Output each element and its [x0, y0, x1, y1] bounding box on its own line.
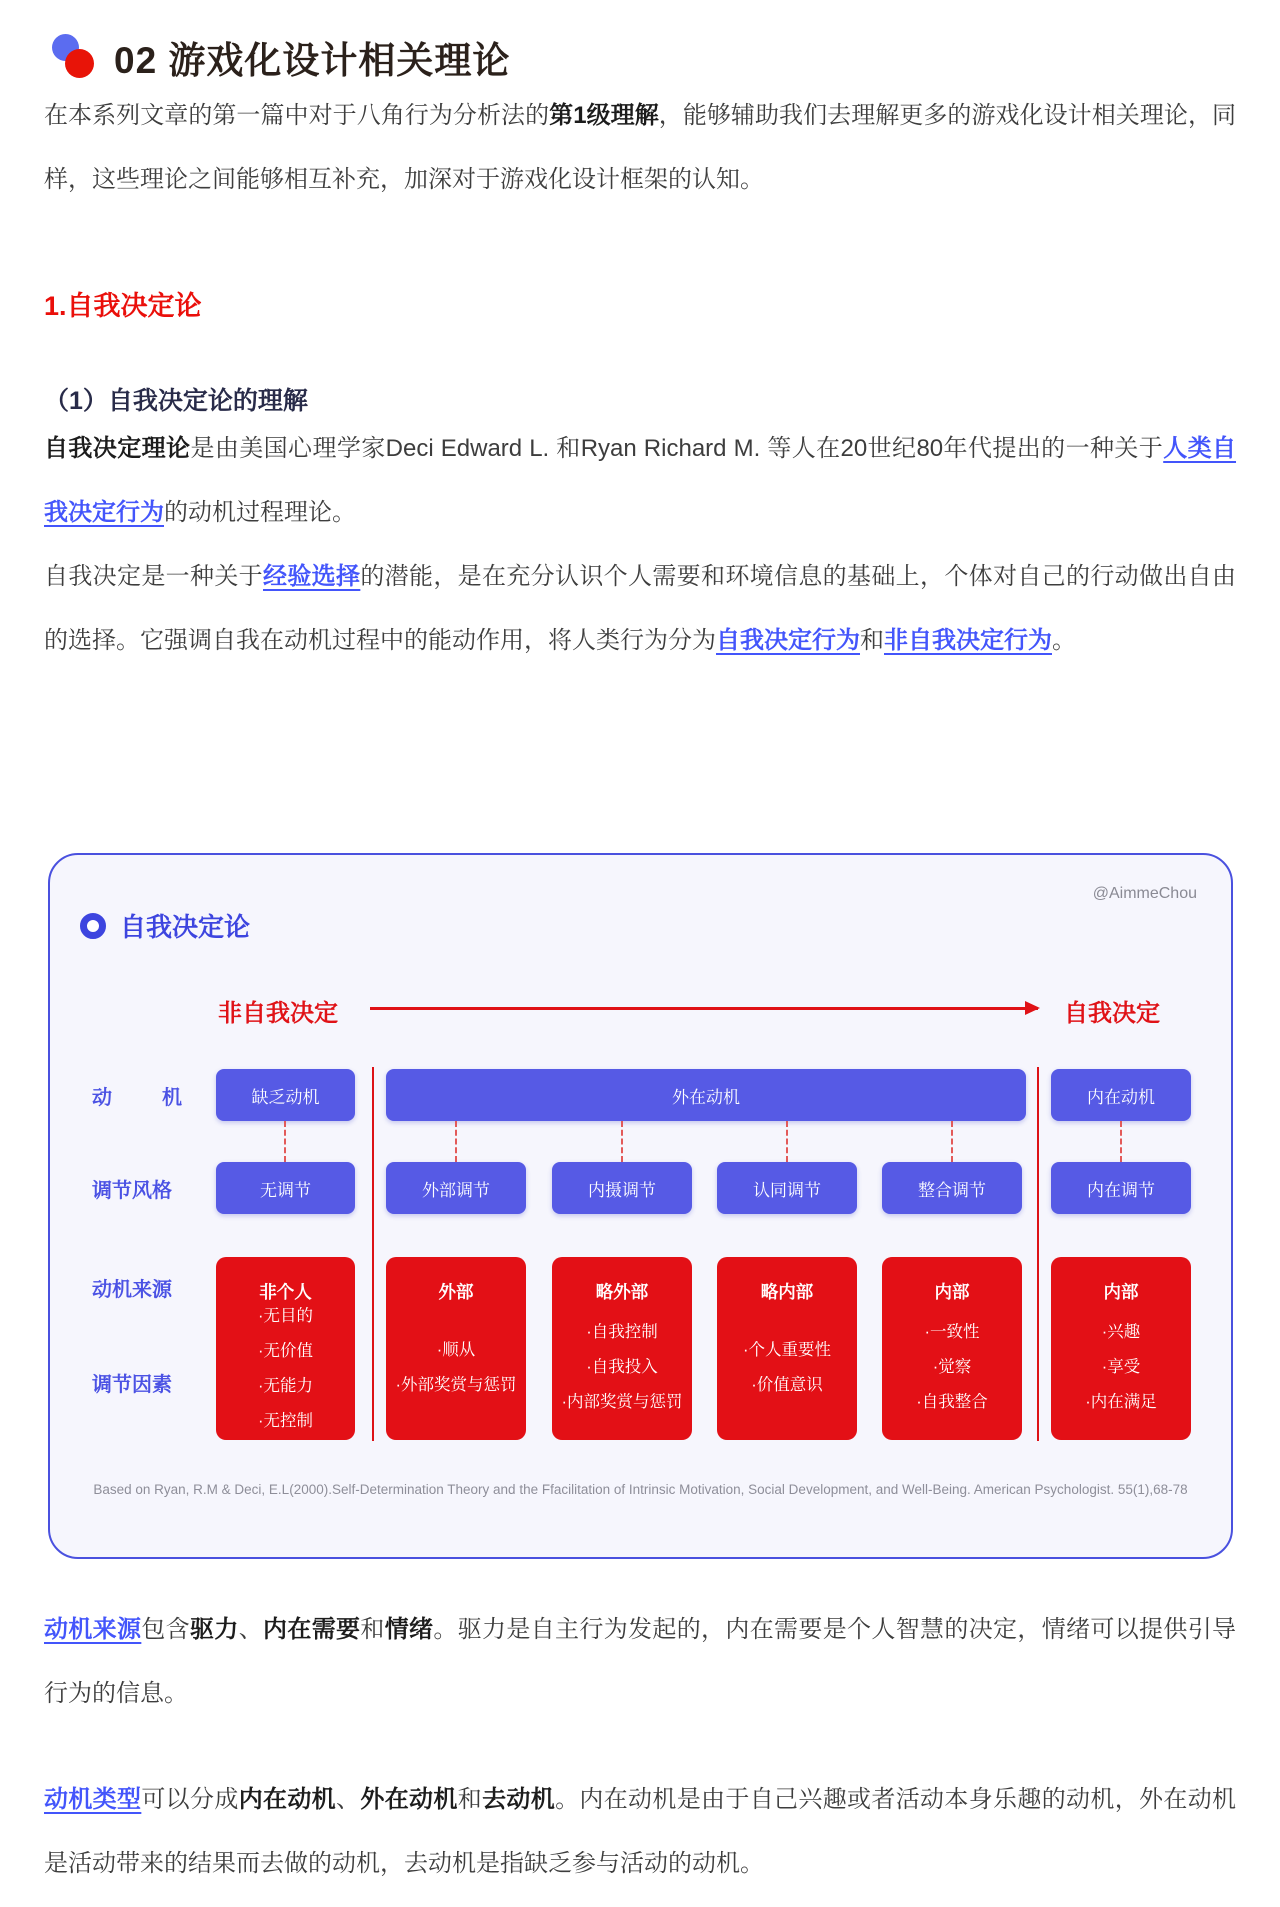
- page-title: 02 游戏化设计相关理论: [114, 40, 511, 81]
- dotted-connector: [1120, 1121, 1122, 1162]
- dotted-connector: [951, 1121, 953, 1162]
- regulation-box-introjected: 内摄调节: [552, 1162, 692, 1214]
- source-box-items: [717, 1304, 857, 1440]
- bold-term: 外在动机: [360, 1786, 458, 1813]
- text-segment: 的动机过程理论。: [164, 499, 356, 526]
- term-link-non-self-determined-behavior[interactable]: 非自我决定行为: [884, 627, 1052, 654]
- text-segment: 包含: [141, 1616, 191, 1643]
- row-label-motivation-source: 动机来源: [92, 1278, 172, 1301]
- source-item: ·内部奖赏与惩罚: [561, 1393, 683, 1411]
- text-segment: 和: [457, 1786, 483, 1813]
- red-dot-icon: [65, 49, 94, 78]
- source-item: ·内在满足: [1085, 1393, 1157, 1411]
- text-segment: 在本系列文章的第一篇中对于八角行为分析法的: [44, 102, 550, 129]
- term-link-motivation-type[interactable]: 动机类型: [44, 1786, 142, 1813]
- axis-label-non-self-determined: 非自我决定: [218, 1000, 338, 1027]
- dotted-connector: [455, 1121, 457, 1162]
- paragraph-theory-definition: [44, 545, 1236, 673]
- source-item: ·兴趣: [1101, 1323, 1141, 1341]
- source-box-title: 略内部: [760, 1282, 814, 1302]
- text-segment: 、: [238, 1616, 264, 1643]
- bold-term: 自我决定理论: [44, 435, 191, 462]
- dotted-connector: [284, 1121, 286, 1162]
- bold-term: 情绪: [384, 1616, 434, 1643]
- divider-line: [1037, 1067, 1039, 1441]
- ring-icon: [80, 913, 106, 939]
- source-item: ·自我控制: [586, 1323, 658, 1341]
- regulation-box-integrated: 整合调节: [882, 1162, 1022, 1214]
- paragraph-theory-origin: [44, 417, 1236, 545]
- arrowhead-icon: [1025, 1001, 1040, 1015]
- row-label-regulation-style: 调节风格: [92, 1179, 172, 1202]
- text-segment: 和: [360, 1616, 385, 1643]
- source-box-items: [386, 1304, 526, 1440]
- row-label-text: 动机: [92, 1086, 182, 1109]
- source-item: ·自我整合: [916, 1393, 988, 1411]
- row-label-motivation: [92, 1069, 188, 1121]
- source-box-title: 内部: [934, 1282, 970, 1302]
- source-item: ·无控制: [258, 1412, 313, 1430]
- section-header: [44, 0, 1236, 84]
- source-box-items: [552, 1304, 692, 1440]
- source-box-title: 略外部: [595, 1282, 649, 1302]
- source-box-somewhat-external: [552, 1257, 692, 1440]
- source-item: ·无价值: [258, 1342, 313, 1360]
- text-segment: 。驱力是自主行为发起的，内在需要是个人智慧的决定，情绪可以提供引导行为的信息。: [44, 1616, 1237, 1707]
- text-segment: 。内在动机是由于自己兴趣或者活动本身乐趣的动机，外在动机是活动带来的结果而去做的动机，去动机是指缺乏参与活动的动机。: [44, 1786, 1237, 1877]
- paragraph-motivation-source: [44, 1598, 1236, 1726]
- source-box-items: [216, 1304, 355, 1443]
- citation-text: Based on Ryan, R.M & Deci, E.L(2000).Self-Determination Theory and the Ffacilitation of Intrinsic Motivation, Social Development, and Well-Being. American Psychologist. 55(1),68-78: [93, 1482, 1188, 1497]
- divider-line: [372, 1067, 374, 1441]
- text-segment: 、: [336, 1786, 361, 1813]
- source-item: ·无目的: [258, 1307, 313, 1325]
- term-link-motivation-source[interactable]: 动机来源: [44, 1616, 142, 1643]
- row-label-regulation-factor: 调节因素: [92, 1373, 172, 1396]
- bold-term: 内在需要: [263, 1616, 361, 1643]
- outro-paragraphs: [44, 1598, 1236, 1896]
- dotted-connector: [786, 1121, 788, 1162]
- source-item: ·价值意识: [751, 1375, 823, 1394]
- source-item: ·无能力: [258, 1377, 313, 1395]
- source-box-title: 外部: [438, 1282, 474, 1302]
- regulation-box-intrinsic: 内在调节: [1051, 1162, 1191, 1214]
- term-link-human-self-determined-behavior[interactable]: 人类自我决定行为: [44, 435, 1237, 526]
- source-item: ·顺从: [436, 1340, 476, 1359]
- watermark: @AimmeChou: [1092, 885, 1197, 902]
- heading-self-determination: 1.自我决定论: [44, 291, 202, 321]
- text-segment: 的潜能，是在充分认识个人需要和环境信息的基础上，个体对自己的行动做出自由的选择。它强调自我在动机过程中的能动作用，将人类行为分为: [44, 563, 1237, 654]
- diagram-title: 自我决定论: [120, 912, 251, 942]
- subheading-understanding: （1）自我决定论的理解: [44, 387, 308, 415]
- source-box-external: [386, 1257, 526, 1440]
- dotted-connector: [621, 1121, 623, 1162]
- diagram-title-row: [80, 907, 250, 944]
- two-dots-logo: [44, 32, 98, 82]
- text-segment: 可以分成: [141, 1786, 239, 1813]
- source-box-impersonal: [216, 1257, 355, 1440]
- source-item: ·自我投入: [586, 1358, 658, 1376]
- paragraph-motivation-type: [44, 1768, 1236, 1896]
- text-segment: ，能够辅助我们去理解更多的游戏化设计相关理论，同样，这些理论之间能够相互补充，加深对于游戏化设计框架的认知。: [44, 102, 1237, 193]
- source-box-somewhat-internal: [717, 1257, 857, 1440]
- axis-label-self-determined: 自我决定: [1064, 1000, 1160, 1027]
- axis-arrow-line: [370, 1007, 1038, 1010]
- source-item: ·享受: [1101, 1358, 1141, 1376]
- text-segment: 是由美国心理学家Deci Edward L. 和Ryan Richard M. 等人在20世纪80年代提出的一种关于: [190, 435, 1164, 462]
- source-item: ·一致性: [924, 1323, 980, 1341]
- source-item: ·个人重要性: [743, 1340, 831, 1359]
- source-item: ·外部奖赏与惩罚: [395, 1375, 517, 1394]
- bold-term: 去动机: [482, 1786, 556, 1813]
- term-link-experience-choice[interactable]: 经验选择: [263, 563, 361, 590]
- intro-paragraph: [44, 84, 1236, 212]
- source-box-items: [1051, 1304, 1191, 1440]
- regulation-box-identified: 认同调节: [717, 1162, 857, 1214]
- source-box-title: 非个人: [259, 1282, 312, 1302]
- term-link-self-determined-behavior[interactable]: 自我决定行为: [716, 627, 860, 654]
- article-body: [0, 0, 1280, 673]
- sdt-diagram-card: [48, 853, 1233, 1559]
- text-segment: 自我决定是一种关于: [44, 563, 263, 590]
- motivation-box-extrinsic: 外在动机: [386, 1069, 1026, 1121]
- source-box-title: 内部: [1103, 1282, 1139, 1302]
- regulation-box-none: 无调节: [216, 1162, 355, 1214]
- bold-term: 第1级理解: [549, 102, 659, 129]
- text-segment: 。: [1052, 627, 1076, 654]
- bold-term: 内在动机: [238, 1786, 337, 1813]
- motivation-box-intrinsic: 内在动机: [1051, 1069, 1191, 1121]
- source-box-internal-integrated: [882, 1257, 1022, 1440]
- bold-term: 驱力: [190, 1616, 239, 1643]
- motivation-box-amotivation: 缺乏动机: [216, 1069, 355, 1121]
- source-item: ·觉察: [932, 1358, 972, 1376]
- source-box-items: [882, 1304, 1022, 1440]
- text-segment: 和: [860, 627, 884, 654]
- source-box-internal-intrinsic: [1051, 1257, 1191, 1440]
- regulation-box-external: 外部调节: [386, 1162, 526, 1214]
